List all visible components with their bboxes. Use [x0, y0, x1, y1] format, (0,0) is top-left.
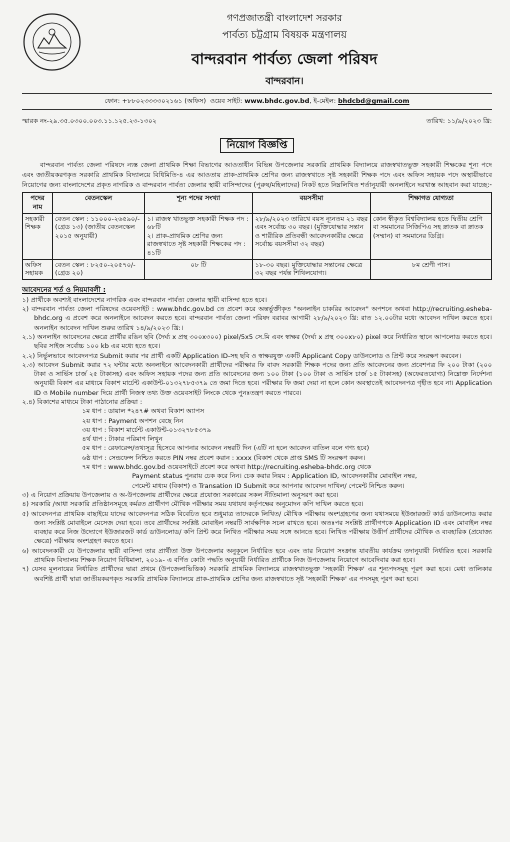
memo-line: [22, 116, 492, 127]
cell-pay-scale: বেতন স্কেল : ১১০০০-২৬৫৯০/- (গ্রেড ১৩) (জাতীয় বেতনস্কেল ২০১৫ অনুযায়ী): [53, 213, 145, 259]
bkash-step-continued: পেমেন্ট মাধ্যম (বিকাশ) ও Transation ID Submit করে আপনার আবেদন দাখিল/ পেমেন্ট নিশ্চিত করুন।: [132, 481, 405, 490]
council-seal-logo: [22, 12, 82, 72]
cell-pay-scale: বেতন স্কেল : ৮২৫০-২০৫৭০/- (গ্রেড ২০): [53, 259, 145, 279]
condition-item: ৫) আবেদনপত্র প্রাথমিক বাছাইয়ে যাদের আবেদনপত্র সঠিক বিবেচিত হবে শুধুমাত্র তাদেরকে লিখিত/ মৌখিক পরীক্ষায় অংশগ্রহণের জন্য যথাসময়ে ইউজারজট কার্ড ডাউনলোড করার জন্য সংশ্লিষ্ট মোবাইলে মেসেজ দেয়া হবে। তবে প্রার্থীদের সংশ্লিষ্ট মোবাইল নম্বরটি সার্বক্ষণিক সচল রাখতে হবে। অতঃপর সংশ্লিষ্ট প্রার্থীগণকে Application ID এবং মোবাইল নম্বর ব্যবহার করে নিজ উদ্যোগে ইউজারজট কার্ড ডাউনলোড/ কপি প্রিন্ট করে লিখিত পরীক্ষার সময় সঙ্গে আনতে হবে। লিখিত পরীক্ষায় উত্তীর্ণ প্রার্থীদের মৌখিক ও ব্যবহারিক (প্রযোজ্য ক্ষেত্রে) পরীক্ষায় অংশগ্রহণ করতে হবে।: [22, 509, 492, 546]
cell-age-limit: ১৮-৩০ বছর। মুক্তিযোদ্ধার সন্তানের ক্ষেত্রে ৩২ বছর পর্যন্ত শিথিলযোগ্য।: [253, 259, 371, 279]
condition-item: ২.১) অনলাইন আবেদনের ক্ষেত্রে প্রার্থীর রঙিন ছবি (দৈর্ঘ্য x প্রস্থ ৩০০x৩০০) pixel/5x5 সে.মি এবং স্বাক্ষর (দৈর্ঘ্য x প্রস্থ ৩০০x৮০) pixel করে নির্ধারিত স্থানে আপলোড করতে হবে। ছবির সাইজ সর্বোচ্চ ১০০ kb এর মধ্যে হতে হবে।: [22, 332, 492, 351]
bkash-steps: [22, 407, 492, 491]
cell-vacancy: ১। রাজস্ব খাতভুক্ত সহকারী শিক্ষক পদ : ৬৮টি ২। প্রাক-প্রাথমিক শ্রেণির জন্য রাজস্বখাতে সৃষ্ট সহকারী শিক্ষকের পদ : ৪১টি: [145, 213, 253, 259]
cell-qualification: কোন স্বীকৃত বিশ্ববিদ্যালয় হতে দ্বিতীয় শ্রেণি বা সমমানের সিজিপিএ সহ স্নাতক বা স্নাতক (সম্মান) বা সমমানের ডিগ্রি।: [371, 213, 492, 259]
bkash-step: ৫ম ধাপ : রেফারেন্স/তথ্যসূত্র হিসেবে আপনার আবেদন নম্বরটি দিন (এটি না হলে আবেদন বাতিল বলে গণ্য হবে): [82, 444, 370, 453]
condition-item: ২.৪) বিকাশের মাধ্যমে টাকা পাঠানোর প্রক্রিয়া :: [22, 398, 143, 406]
header-post: পদের নাম: [23, 193, 53, 213]
council-location: বান্দরবান।: [265, 76, 304, 87]
condition-item: ৩) এ নিয়োগ প্রক্রিয়ায় উপজেলায় ও অ-উপজেলায় প্রার্থীদের ক্ষেত্রে প্রযোজ্য সরকারের সকল নীতিমালা অনুসরণ করা হবে।: [22, 490, 339, 499]
bkash-step: ৬ষ্ঠ ধাপ : সেন্ডফেন্স নিশ্চিত করতে PIN নম্বর প্রবেশ করান : xxxx (বিকাশ থেকে প্রাপ্ত SMS টি সংরক্ষণ করুন।: [82, 453, 366, 462]
cell-qualification: ৮ম শ্রেণী পাস।: [371, 259, 492, 279]
contact-website-link[interactable]: www.bhdc.gov.bd: [244, 97, 310, 105]
cell-vacancy: ০৮ টি: [145, 259, 253, 279]
table-row: [23, 259, 492, 279]
conditions-list: [22, 296, 492, 408]
header-vacancy: শূন্য পদের সংখ্যা: [145, 193, 253, 213]
notice-title: নিয়োগ বিজ্ঞপ্তি: [220, 138, 295, 153]
bkash-step: ৩য় ধাপ : বিকাশ মার্চেন্ট একাউন্ট-০১৩২৭৮৫৩৭৯: [82, 425, 212, 434]
condition-item: ১) প্রার্থীকে অবশ্যই বাংলাদেশের নাগরিক এবং বান্দরবান পার্বত্য জেলার স্থায়ী বাসিন্দা হতে হবে।: [22, 295, 267, 304]
contact-email-label: ই-মেইল:: [313, 97, 336, 105]
table-row: [23, 213, 492, 259]
condition-item: ৭) যেসব মূলনায়ের নির্ধারিত প্রার্থীদের দ্বারা প্রথমে (উপজেলাভিত্তিক) সরকারি প্রাথমিক বিদ্যালয়ে রাজস্বখাতভুক্ত 'সহকারী শিক্ষক' এর শূন্যপদসমূহ পূরণ করা হবে। মেধা তালিকার অবশিষ্ট প্রার্থী দ্বারা জাতীয়করণকৃত সরকারি প্রাথমিক বিদ্যালয়ে প্রাক-প্রাথমিক শ্রেণির জন্য রাজস্বখাতে সৃষ্ট 'সহকারী শিক্ষক' এর পদসমূহ পূরণ করা হবে।: [22, 565, 492, 583]
conditions-list-continued: [22, 491, 492, 584]
bkash-step: ২য় ধাপ : Payment অপশন বেছে নিন: [82, 416, 184, 425]
cell-post: সহকারী শিক্ষক: [23, 213, 53, 259]
condition-item: ২.৩) আবেদন Submit করার ৭২ ঘন্টার মধ্যে অনলাইনে আবেদনকারী প্রার্থীদের পরীক্ষার ফি বাবদ সরকারী শিক্ষক পদের জন্য প্রতি আবেদনের জন্য প্রবেশপত্র ফি ২০০ টাকা (২০০ টাকা ও সার্ভিস চার্জ ২৫ টাকাসহ) এবং অফিস সহায়ক পদের জন্য প্রতি আবেদনের জন্য ১০০ টাকা (১০০ টাকা ও সার্ভিস চার্জ ১৫ টাকাসহ) (অফেরতযোগ্য) নিম্নোক্ত নির্দেশনা অনুযায়ী বিকাশ এর মাধ্যমে বিকাশ মার্চেন্ট একাউন্ট-০১৩২৭৮৫৩৭৯ তে জমা দিতে হবে। পরীক্ষার ফি জমা দেয়া না হলে কোন অবস্থাতেই আবেদনপত্র গৃহীত হবে না। Application ID ও Mobile number দিয়ে প্রার্থী নিজস্ব তথ্য উক্ত ওয়েবসাইট লিংকে থেকে পুনঃতন্ত্রণ করতে পারবে।: [22, 360, 492, 397]
contact-web-label: ওয়েব সাইট:: [210, 97, 243, 105]
council-name: বান্দরবান পার্বত্য জেলা পরিষদ: [191, 50, 378, 68]
government-line: গণপ্রজাতন্ত্রী বাংলাদেশ সরকার: [226, 13, 343, 24]
bkash-step: ৪র্থ ধাপ : টাকার পরিমাণ লিখুন: [82, 435, 163, 444]
memo-number: স্মারক নং-২৯.৩৫.০৩০০.০০৩.১১.১২৫.২৩-১৩০২: [22, 117, 157, 125]
memo-date: তারিখ: ১১/৯/২০২৩ খ্রি:: [426, 117, 492, 125]
condition-item: ২.২) নির্ভুলভাবে আবেদনপত্র Submit করার পর প্রার্থী একটি Application ID-সহ ছবি ও স্বাক্ষরযুক্ত একটি Applicant Copy ডাউনলোড ও প্রিন্ট করে সংরক্ষণ করবেন।: [22, 351, 462, 360]
bkash-step: ৭ম ধাপ : www.bhdc.gov.bd ওয়েবসাইটে প্রবেশ করে অথবা http://recruiting.esheba-bhdc.org থেকে: [82, 463, 372, 472]
notice-title-box: [22, 133, 492, 155]
ministry-name: পার্বত্য চট্টগ্রাম বিষয়ক মন্ত্রণালয়: [222, 30, 347, 41]
contact-phone: ফোন: +৮৮০২৩৩৩৩০২১৬১ (অফিস): [104, 97, 207, 105]
intro-paragraph: বান্দরবান পার্বত্য জেলা পরিষদে ন্যস্ত জেলা প্রাথমিক শিক্ষা বিভাগের আওতাধীন বিভিন্ন উপজেলার সরকারি প্রাথমিক বিদ্যালয়ে রাজস্বখাতভুক্ত সহকারী শিক্ষকের শূন্য পদে এবং জাতীয়করণকৃত সরকারি প্রাথমিক বিদ্যালয়ে বিধিমিতি-৪ এর আওতায় প্রাক-প্রাথমিক শ্রেণির জন্য রাজস্বখাতে সৃষ্ট সহকারী শিক্ষক পদে এবং অফিস সহায়ক পদে অস্থায়ীভাবে নিয়োগের জন্য বাংলাদেশের প্রকৃত নাগরিক ও বান্দরবান পার্বত্য জেলার স্থায়ী বাসিন্দাদের (পুরুষ/মহিলাদের) নিকট হতে নিম্নলিখিত শর্তানুযায়ী অনলাইনে দরখাস্ত আহবান করা যাচ্ছে:-: [22, 161, 492, 189]
bkash-step: ১ম ধাপ : ডায়াল *২৪৭# অথবা বিকাশ অ্যাপস: [82, 407, 205, 416]
condition-item: ২) বান্দরবান পার্বত্য জেলা পরিষদের ওয়েবসাইট : www.bhdc.gov.bd তে প্রবেশ করে অন্তর্ভুক্তীকৃত "অনলাইন চাকরির আবেদন" অপশনে অথবা http://recruiting.esheba-bhdc.org এ প্রবেশ করে অনলাইনে আবেদন করতে হবে। বান্দরবান পার্বত্য জেলা পরিষদ বরাবর আগামী ২৮/৯/২০২৩ খ্রি: রাত ১২.০০টার মধ্যে আবেদন দাখিল করতে হবে। অনলাইন আবেদন দাখিল শুরুর তারিখ ১৪/৯/২০২৩ খ্রি:।: [22, 305, 492, 332]
header-pay-scale: বেতনস্কেল: [53, 193, 145, 213]
condition-item: ৬) আবেদনকারী যে উপজেলার স্থায়ী বাসিন্দা তার প্রার্থীতা উক্ত উপজেলার অনুকূলে নির্ধারিত হবে এবং তার নিয়োগ সংক্রান্ত যাবতীয় কার্যক্রম তদানুযায়ী নির্ধারিত হবে। সরকারি প্রাথমিক বিদ্যালয় শিক্ষক নিয়োগ বিধিমালা, ২০১৯- এ বর্ণিত কোটা পদ্ধতি অনুযায়ী নির্ধারিত প্রার্থীকে নিজ উপজেলায় নিয়োগে আবেদিবার করা হবে।: [22, 546, 492, 565]
contact-line: ফোন: +৮৮০২৩৩৩৩০২১৬১ (অফিস) ওয়েব সাইট: www.bhdc.gov.bd, ই-মেইল: bhdcbd@gmail.com: [22, 93, 492, 110]
conditions-title: আবেদনের শর্ত ও নিয়মাবলী :: [22, 285, 106, 294]
bkash-step-continued: Payment status পুনরায় চেক করে নিন। চেক করার নিয়ম : Application ID, আবেদনকারীর মোবাইল নম্বর,: [132, 472, 418, 481]
cell-age-limit: ২৮/৯/২০২৩ তারিখে বয়স ন্যূনতম ২১ বছর এবং সর্বোচ্চ ৩০ বছর। (মুক্তিযোদ্ধার সন্তান ও শারীরিক প্রতিবন্ধী আবেদনকারীর ক্ষেত্রে সর্বোচ্চ বয়সসীমা ৩২ বছর): [253, 213, 371, 259]
header-qualification: শিক্ষাগত যোগ্যতা: [371, 193, 492, 213]
cell-post: অফিস সহায়ক: [23, 259, 53, 279]
condition-item: ৪) সরকারি /আধা সরকারি প্রতিষ্ঠানসমূহে কর্মরত প্রার্থীগণ মৌখিক পরীক্ষার সময় যথাযথ কর্তৃপক্ষের অনুমোদন কপি দাখিল করতে হবে।: [22, 500, 364, 509]
letterhead: [77, 12, 492, 90]
header-age-limit: বয়সসীমা: [253, 193, 371, 213]
table-header-row: [23, 193, 492, 213]
contact-email-link[interactable]: bhdcbd@gmail.com: [337, 97, 410, 105]
vacancy-table: [22, 192, 492, 279]
